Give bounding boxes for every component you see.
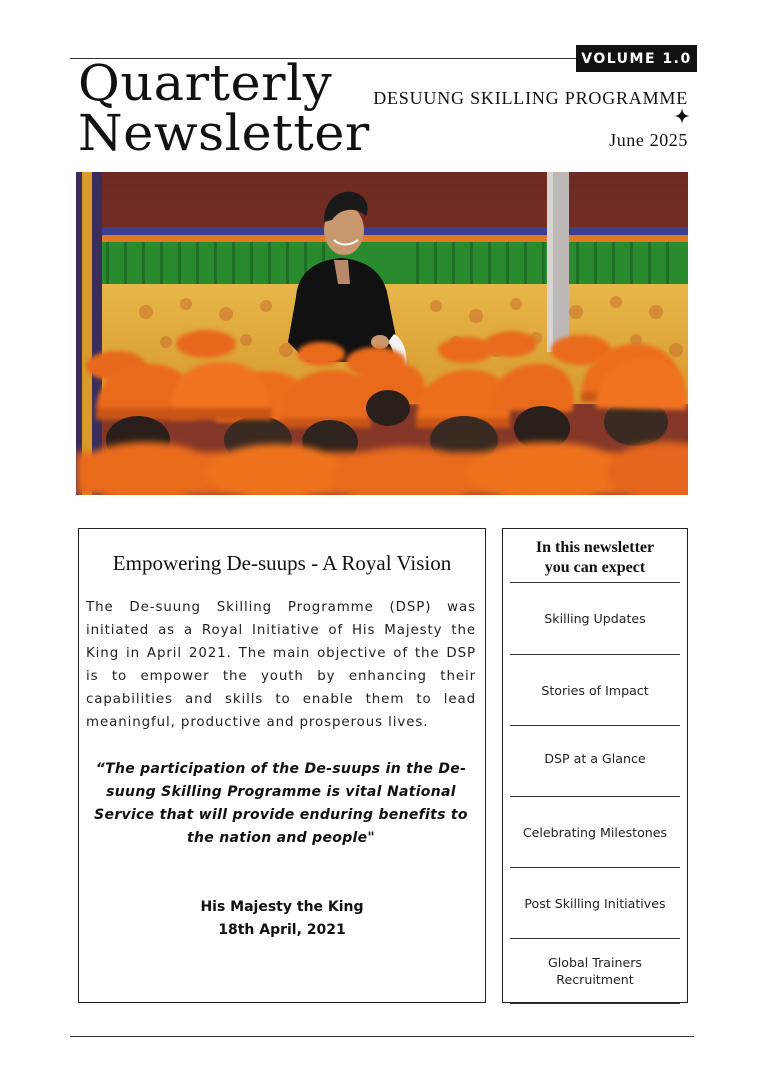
hero-photo xyxy=(76,172,688,495)
toc-item-global-trainers-recruitment[interactable]: Global Trainers Recruitment xyxy=(548,955,642,987)
toc-item-celebrating-milestones[interactable]: Celebrating Milestones xyxy=(522,824,668,840)
toc-item-stories-of-impact[interactable]: Stories of Impact xyxy=(541,682,649,698)
hero-photo-illustration xyxy=(76,172,688,495)
toc-heading-line-1: In this newsletter xyxy=(535,539,655,556)
attribution-date: 18th April, 2021 xyxy=(218,922,346,938)
bottom-divider xyxy=(70,1036,694,1037)
programme-name: DESUUNG SKILLING PROGRAMME xyxy=(373,88,688,108)
crowd-front-row xyxy=(76,442,688,495)
toc-item-post-skilling-initiatives[interactable]: Post Skilling Initiatives xyxy=(524,895,666,911)
issue-date: June 2025 xyxy=(609,130,688,150)
table-of-contents xyxy=(502,528,688,1003)
toc-heading-line-2: you can expect xyxy=(544,559,646,576)
title-line-1: Quarterly xyxy=(78,54,333,112)
volume-badge: VOLUME 1.0 xyxy=(576,45,697,72)
article-title: Empowering De-suups - A Royal Vision xyxy=(112,551,452,575)
toc-item-dsp-at-a-glance[interactable]: DSP at a Glance xyxy=(544,750,646,766)
attribution-name: His Majesty the King xyxy=(200,899,364,915)
newsletter-title xyxy=(78,54,370,162)
article-body: The De-suung Skilling Programme (DSP) was initiated as a Royal Initiative of His Majesty the King in April 2021. The main objective of the DSP is to empower the youth by enhancing their capabilities and skills to enable them to lead meaningful, productive and prosperous lives. xyxy=(86,600,476,730)
title-line-2: Newsletter xyxy=(78,104,370,162)
toc-divider xyxy=(510,1003,680,1004)
four-point-star-icon xyxy=(674,108,690,124)
toc-heading xyxy=(503,538,687,578)
article-box xyxy=(78,528,486,1003)
royal-quote: “The participation of the De-suups in the De-suung Skilling Programme is vital National Service that will provide enduring benefits to the nation and people" xyxy=(94,761,468,846)
quote-attribution xyxy=(79,896,485,942)
toc-item-skilling-updates[interactable]: Skilling Updates xyxy=(544,611,646,626)
